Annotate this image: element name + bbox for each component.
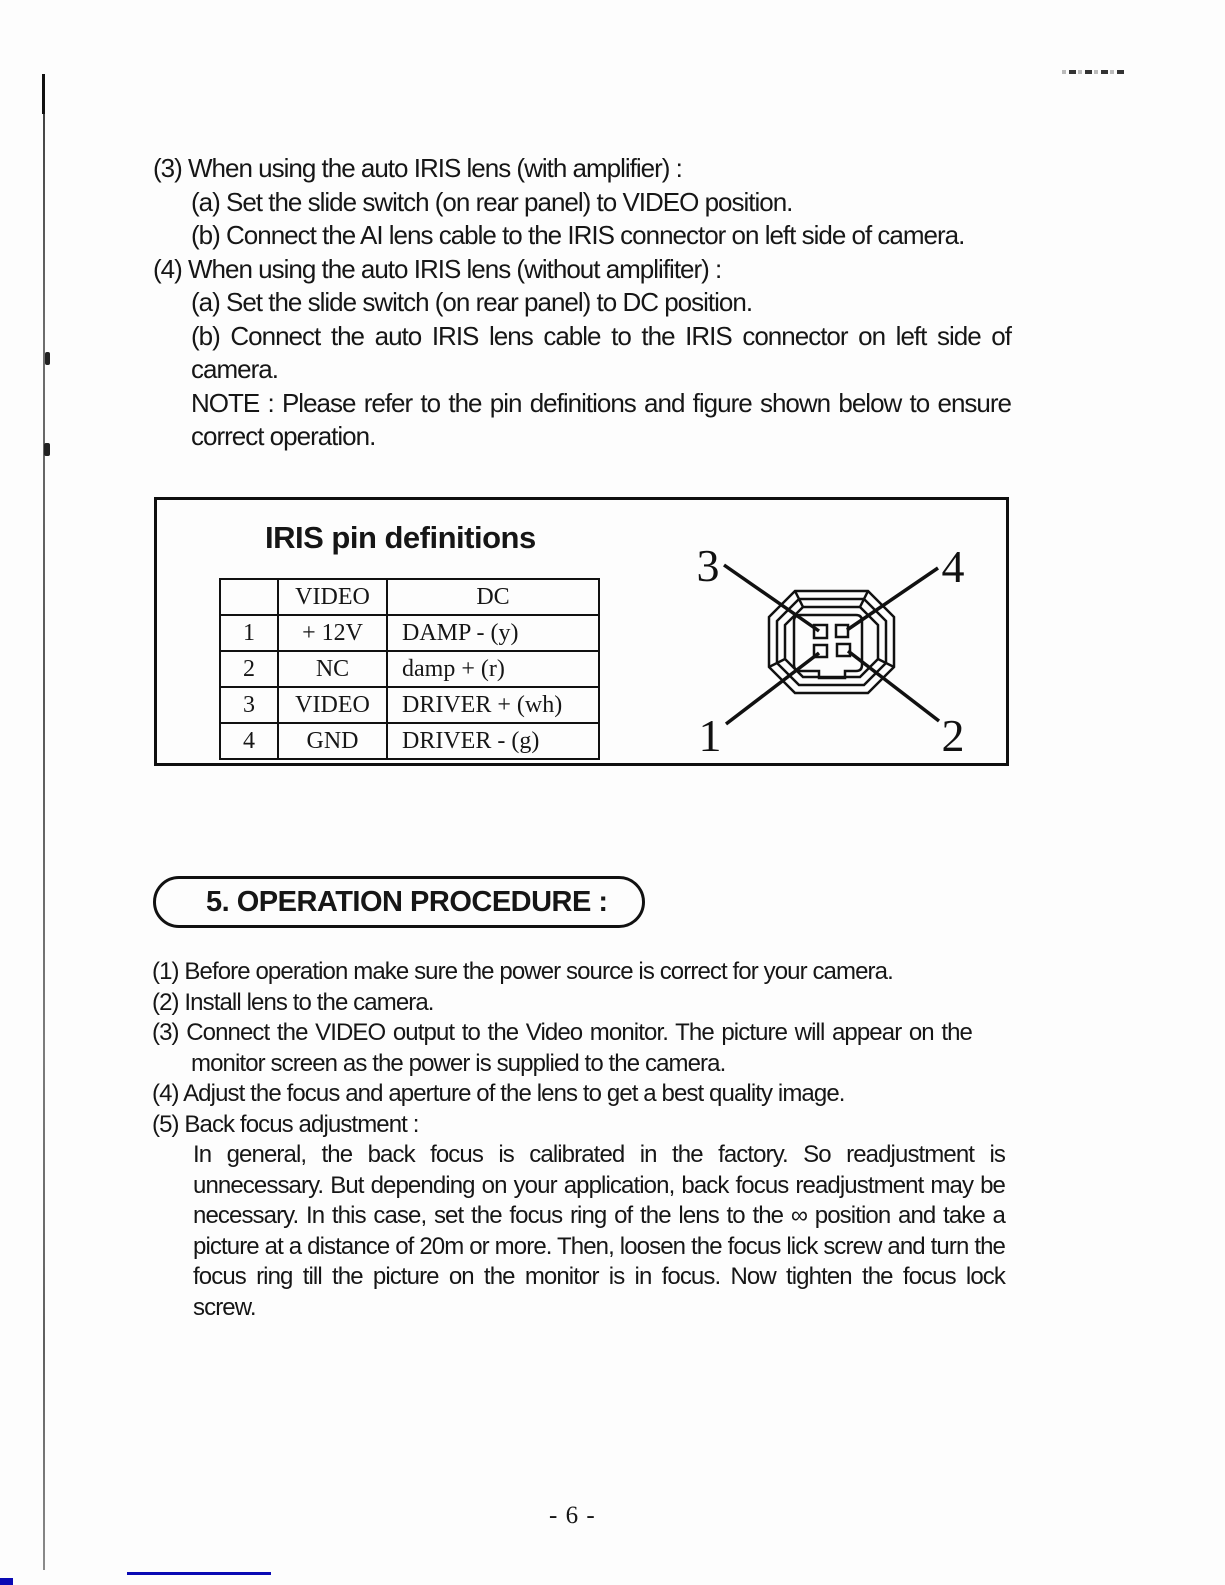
pin-number: 4 — [220, 723, 278, 759]
pin-number: 2 — [220, 651, 278, 687]
pin-definition-table — [219, 578, 600, 760]
figure-title: IRIS pin definitions — [265, 520, 536, 555]
item-4b: (b) Connect the auto IRIS lens cable to the IRIS connector on left side of camera. — [191, 320, 1011, 384]
table-row — [220, 651, 599, 687]
note-text: NOTE : Please refer to the pin definitions and figure shown below to ensure correct operation. — [191, 387, 1011, 451]
scan-edge-blob — [44, 443, 50, 456]
table-row — [220, 723, 599, 759]
dc-value: DRIVER - (g) — [387, 723, 599, 759]
page-number: - 6 - — [549, 1502, 596, 1529]
header-cell-blank — [220, 579, 278, 615]
scan-edge-line — [43, 74, 45, 1570]
header-cell-video: VIDEO — [278, 579, 387, 615]
item-4a: (a) Set the slide switch (on rear panel) to DC position. — [191, 287, 753, 317]
dc-value: DAMP - (y) — [387, 615, 599, 651]
item-3-heading: (3) When using the auto IRIS lens (with amplifier) : — [153, 153, 682, 183]
operation-procedure-heading — [153, 876, 645, 928]
op-item-3: (3) Connect the VIDEO output to the Video monitor. The picture will appear on the monitor screen as the power is supplied to the camera. — [152, 1019, 972, 1077]
corner-blue-mark — [0, 1578, 13, 1585]
scan-edge-blob — [45, 352, 50, 365]
item-4-heading: (4) When using the auto IRIS lens (without amplifiter) : — [153, 253, 722, 284]
header-cell-dc: DC — [387, 579, 599, 615]
back-focus-paragraph: In general, the back focus is calibrated in the factory. So readjustment is unnecessary. But depending on your application, back focus readjustment may be necessary. In this case, set the focus ring of the lens to the ∞ position and take a picture at a distance of 20m or more. Then, loosen the focus lick screw and turn the focus ring till the picture on the monitor is in focus. Now tighten the focus lock screw. — [193, 1141, 1005, 1321]
scan-dash-artifact — [1062, 70, 1124, 74]
video-value: VIDEO — [278, 687, 387, 723]
operation-procedure-list — [152, 957, 1014, 1323]
video-value: NC — [278, 651, 387, 687]
table-row — [220, 687, 599, 723]
pin-3-label: 3 — [696, 540, 720, 591]
auto-iris-instructions — [153, 152, 1013, 454]
pin-2-label: 2 — [941, 710, 965, 758]
pin-number: 1 — [220, 615, 278, 651]
dc-value: DRIVER + (wh) — [387, 687, 599, 723]
heading-text: 5. OPERATION PROCEDURE : — [206, 885, 608, 918]
op-item-2: (2) Install lens to the camera. — [152, 988, 434, 1016]
op-item-1: (1) Before operation make sure the power source is correct for your camera. — [152, 958, 893, 985]
connector-diagram — [640, 508, 1044, 758]
item-3b: (b) Connect the AI lens cable to the IRIS connector on left side of camera. — [191, 220, 965, 250]
op-item-4: (4) Adjust the focus and aperture of the lens to get a best quality image. — [152, 1080, 845, 1107]
item-3a: (a) Set the slide switch (on rear panel) to VIDEO position. — [191, 186, 793, 217]
scan-edge-tick — [42, 74, 45, 114]
iris-pin-figure — [154, 497, 1009, 766]
pin-number: 3 — [220, 687, 278, 723]
table-row — [220, 615, 599, 651]
op-item-5: (5) Back focus adjustment : — [152, 1110, 419, 1138]
video-value: GND — [278, 723, 387, 759]
table-header-row — [220, 579, 599, 615]
dc-value: damp + (r) — [387, 651, 599, 687]
video-value: + 12V — [278, 615, 387, 651]
pin-4-label: 4 — [941, 541, 965, 592]
footer-blue-line — [127, 1572, 271, 1575]
pin-1-label: 1 — [698, 710, 722, 758]
